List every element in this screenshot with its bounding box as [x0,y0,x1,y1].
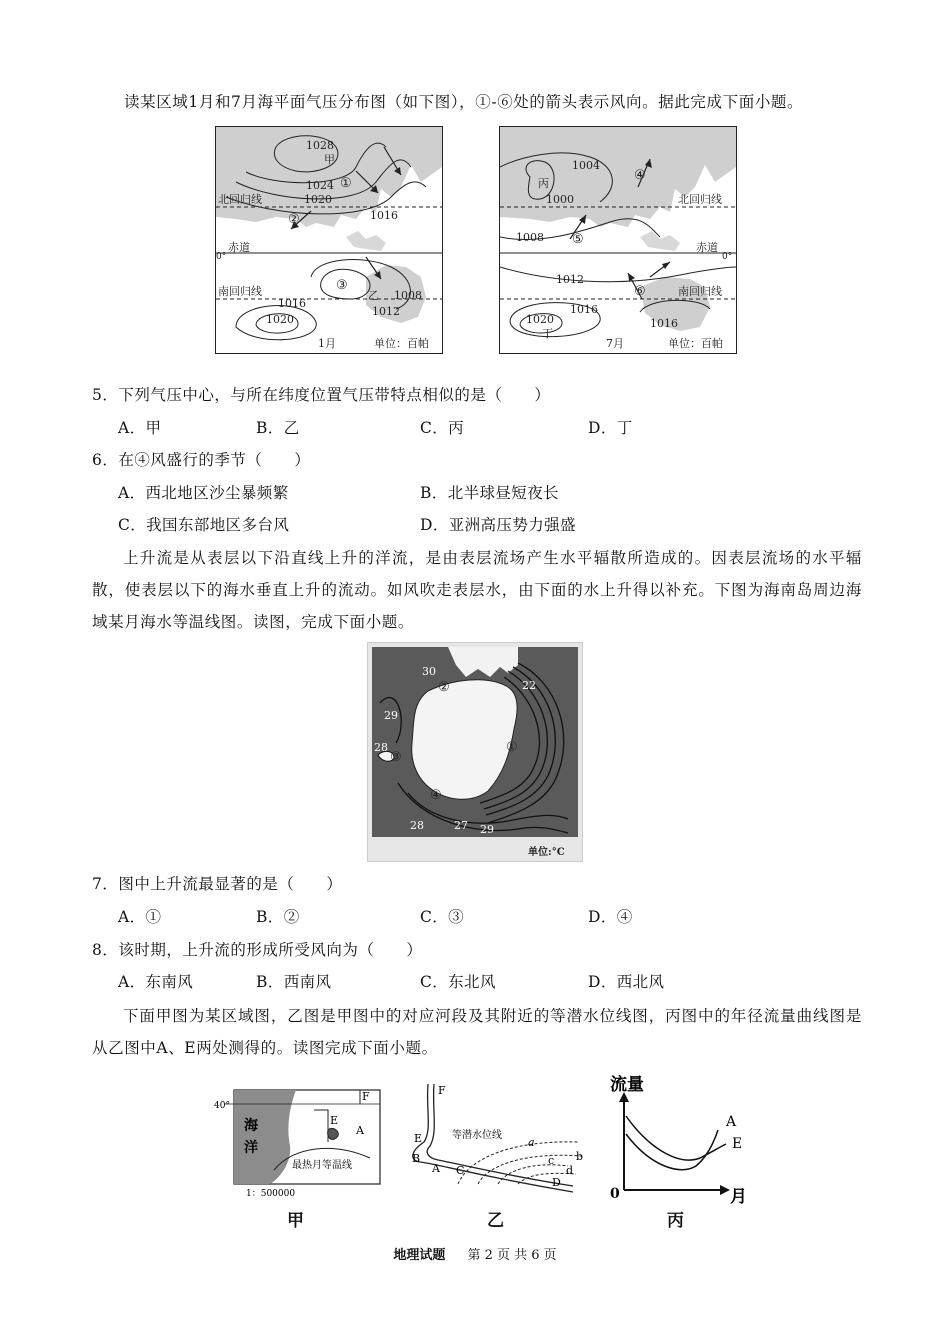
label-circle-6: ⑥ [634,284,646,299]
islands-land [346,231,386,251]
label-tropic-north-jul: 北回归线 [678,193,722,206]
bing-label-a: A [726,1114,737,1130]
label-circle-2: ② [288,212,300,227]
yi-label-a-lower: a [528,1136,535,1149]
figure-jia [214,1086,394,1206]
question-6-option-d: D．亚洲高压势力强盛 [420,516,576,534]
intro-map-question: 读某区域1月和7月海平面气压分布图（如下图），①-⑥处的箭头表示风向。据此完成下面小题。 [124,93,804,111]
label-1016-aus: 1016 [650,317,678,330]
yi-label-c-lower: c [548,1154,555,1167]
upwelling-site-4: ④ [430,788,442,803]
jia-label-a: A [356,1124,364,1137]
label-tropic-north: 北回归线 [218,193,262,206]
figure-bing-svg [600,1070,760,1206]
question-8-stem: 8．该时期，上升流的形成所受风向为（ ） [92,941,423,959]
hainan-unit: 单位:°C [528,847,565,858]
arrow-aus-head [662,262,670,269]
yi-label-d: D [552,1176,561,1189]
intro-upwelling: 上升流是从表层以下沿直线上升的洋流，是由表层流场产生水平辐散所造成的。因表层流场的水平辐散，使表层以下的海水垂直上升的流动。如风吹走表层水，由下面的水上升得以补充。下图为海南岛周边海域某月海水等温线图。读图，完成下面小题。 [92,549,862,631]
figure-bing-title: 丙 [667,1211,684,1231]
label-circle-5: ⑤ [572,232,584,247]
temp-27-south: 27 [454,819,468,832]
label-circle-1: ① [340,176,352,191]
question-5-stem: 5．下列气压中心，与所在纬度位置气压带特点相似的是（ ） [92,386,551,404]
caption-jan-unit: 单位：百帕 [374,337,429,350]
caption-jul-month: 7月 [606,337,624,350]
question-7-option-a: A．① [118,908,162,926]
question-5-option-d: D．丁 [588,419,633,437]
yi-label-a: A [432,1162,440,1175]
label-1020-jul: 1020 [526,313,554,326]
caption-jan-month: 1月 [318,337,336,350]
yi-label-c: C [456,1164,465,1177]
question-7-option-d: D．④ [588,908,633,926]
label-1000: 1000 [546,193,574,206]
upwelling-site-1: ① [506,740,518,755]
jia-ocean-char2: 洋 [244,1140,258,1156]
temp-28-west: 28 [374,741,388,754]
bing-curve-e [626,1116,726,1160]
footer-subject: 地理试题 [393,1248,446,1263]
footer-page: 第 2 页 共 6 页 [467,1248,557,1263]
label-equator-jul: 赤道 [696,241,718,254]
label-circle-3: ③ [336,278,348,293]
label-1004: 1004 [572,159,600,172]
yi-label-b-lower: b [576,1150,584,1163]
jia-lake-e [328,1128,339,1139]
jia-label-e: E [330,1114,339,1127]
map-july [499,126,737,354]
yi-label-f: F [438,1084,446,1097]
upwelling-site-2: ② [438,680,450,695]
map-january-svg [216,127,442,353]
figure-jia-svg [214,1086,394,1206]
jia-lat-label: 40° [214,1101,230,1111]
question-5-option-c: C．丙 [420,419,465,437]
figure-yi [398,1080,588,1206]
isobar-1012 [500,267,736,282]
label-jia: 甲 [324,153,335,166]
label-1008: 1008 [394,289,422,302]
yi-contour-label: 等潜水位线 [452,1130,502,1141]
question-8-option-d: D．西北风 [588,973,665,991]
bing-label-e: E [732,1136,743,1152]
label-equator: 赤道 [228,241,250,254]
figure-yi-svg [398,1080,588,1206]
label-1020: 1020 [304,193,332,206]
jia-ocean-char1: 海 [244,1118,258,1134]
label-1016-south: 1016 [278,297,306,310]
label-1016-s-jul: 1016 [570,303,598,316]
question-6-option-b: B．北半球昼短夜长 [420,484,559,502]
temp-29-west: 29 [384,709,398,722]
label-1016: 1016 [370,209,398,222]
label-1020-south: 1020 [266,313,294,326]
label-1012-jul: 1012 [556,273,584,286]
jia-label-f: F [362,1090,370,1103]
question-7-stem: 7．图中上升流最显著的是（ ） [92,875,343,893]
question-6-stem: 6．在④风盛行的季节（ ） [92,451,311,469]
bing-origin: 0 [610,1186,620,1202]
label-tropic-south: 南回归线 [218,285,262,298]
map-july-svg [500,127,736,353]
label-zero: 0° [216,252,227,262]
question-5-option-a: A．甲 [118,419,162,437]
temp-22: 22 [522,679,536,692]
jia-isotherm-label: 最热月等温线 [292,1160,352,1171]
figure-bing [600,1070,760,1206]
question-7-option-b: B．② [256,908,300,926]
label-yi: 乙 [368,289,379,302]
temp-30: 30 [422,665,436,678]
page-footer [0,1244,950,1263]
jia-scale: 1：500000 [246,1189,296,1199]
asia-land-jul [500,127,736,227]
question-6-option-a: A．西北地区沙尘暴频繁 [118,484,289,502]
map-january [215,126,443,354]
question-6-option-c: C．我国东部地区多台风 [118,516,290,534]
question-5-option-b: B．乙 [256,419,300,437]
yi-label-b: B [412,1152,421,1165]
upwelling-site-3: ③ [390,750,402,765]
temp-29-south: 29 [480,823,494,836]
label-tropic-south-jul: 南回归线 [678,285,722,298]
label-1024: 1024 [306,179,334,192]
figure-jia-title: 甲 [287,1211,304,1231]
bing-x-arrow [720,1185,730,1195]
question-8-option-b: B．西南风 [256,973,332,991]
bing-curve-a [626,1130,718,1170]
label-circle-4: ④ [634,168,646,183]
label-1028: 1028 [306,139,334,152]
intro-groundwater: 下面甲图为某区域图，乙图是甲图中的对应河段及其附近的等潜水位线图，丙图中的年径流量曲线图是从乙图中A、E两处测得的。读图完成下面小题。 [92,1007,862,1057]
question-7-option-c: C．③ [420,908,465,926]
label-1008-jul: 1008 [516,231,544,244]
temp-28-south: 28 [410,819,424,832]
label-1012: 1012 [372,305,400,318]
yi-label-e: E [414,1132,423,1145]
caption-jul-unit: 单位：百帕 [668,337,723,350]
islands-land-jul [640,231,680,251]
yi-label-d-lower: d [566,1164,574,1177]
bing-ylabel: 流量 [610,1075,644,1095]
figure-yi-title: 乙 [487,1211,504,1231]
question-8-option-a: A．东南风 [118,973,194,991]
label-ding: 丁 [542,327,553,340]
bing-xlabel: 月 [730,1187,747,1206]
label-bing: 丙 [538,177,549,190]
hainan-map [367,642,583,862]
label-zero-jul: 0° [722,252,733,262]
question-8-option-c: C．东北风 [420,973,496,991]
hainan-map-svg [368,643,582,861]
